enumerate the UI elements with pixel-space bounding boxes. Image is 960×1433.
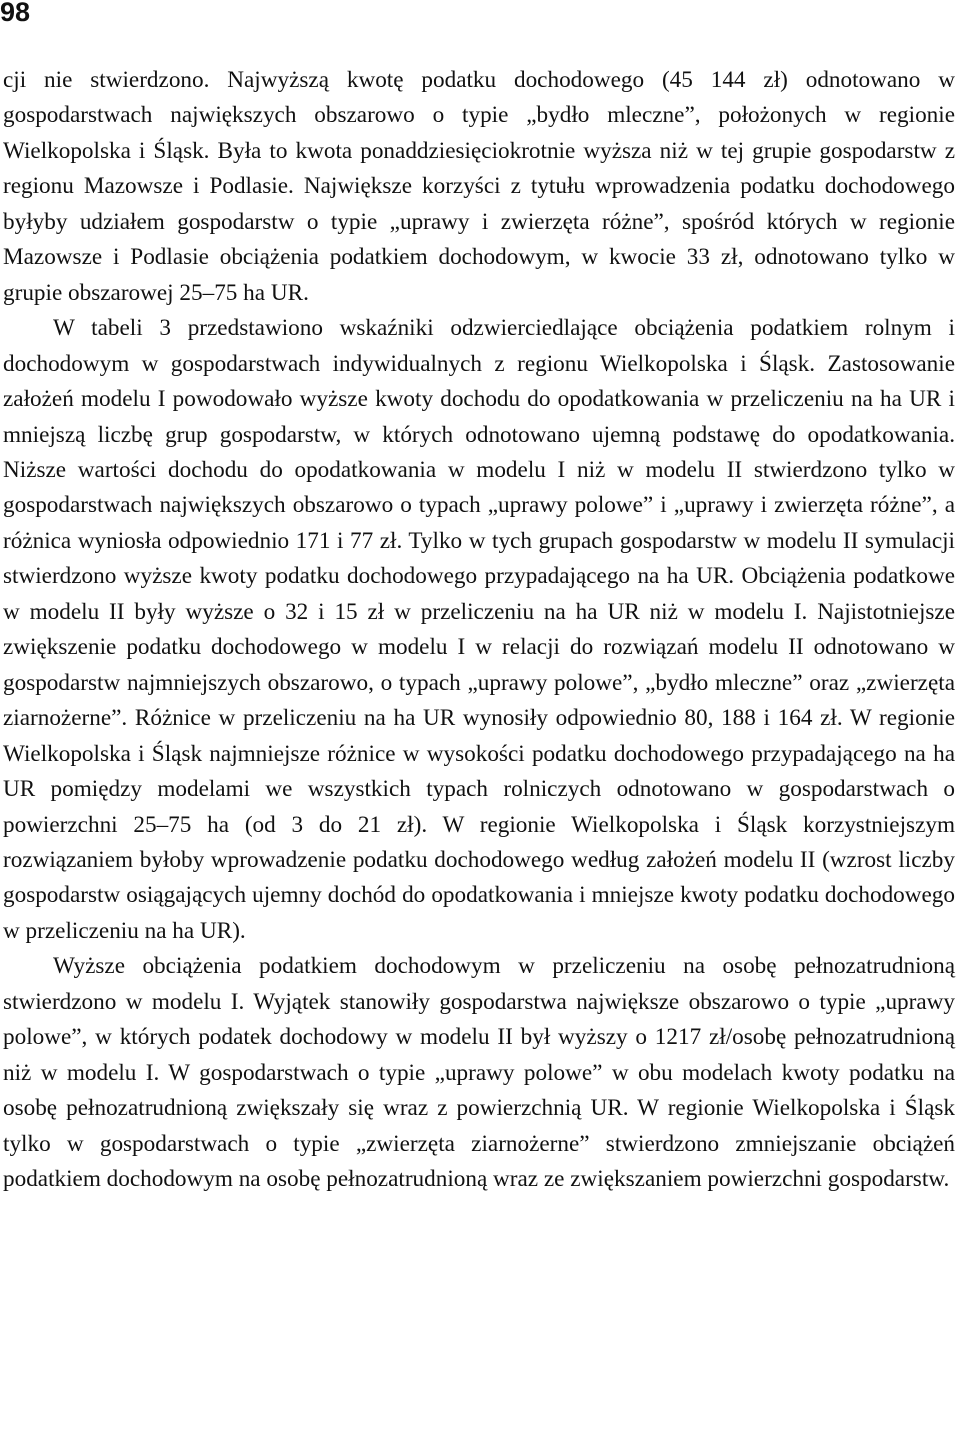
page-number: 98 (0, 0, 31, 27)
paragraph-table-3: W tabeli 3 przedstawiono wskaźniki odzwierciedlające obciążenia podatkiem rolnym i dochodowym w gospodarstwach indywidualnych z regionu Wielkopolska i Śląsk. Zastosowanie założeń modelu I powodowało wyższe kwoty dochodu do opodatkowania w przeliczeniu na ha UR i mniejszą liczbę grup gospodarstw, w których odnotowano ujemną podstawę do opodatkowania. Niższe wartości dochodu do opodatkowania w modelu I niż w modelu II stwierdzono tylko w gospodarstwach największych obszarowo o typach „uprawy polowe” i „uprawy i zwierzęta różne”, a różnica wyniosła odpowiednio 171 i 77 zł. Tylko w tych grupach gospodarstw w modelu II symulacji stwierdzono wyższe kwoty podatku dochodowego przypadającego na ha UR. Obciążenia podatkowe w modelu II były wyższe o 32 i 15 zł w przeliczeniu na ha UR niż w modelu I. Najistotniejsze zwiększenie podatku dochodowego w modelu I w relacji do rozwiązań modelu II odnotowano w gospodarstw najmniejszych obszarowo, o typach „uprawy polowe”, „bydło mleczne” oraz „zwierzęta ziarnożerne”. Różnice w przeliczeniu na ha UR wynosiły odpowiednio 80, 188 i 164 zł. W regionie Wielkopolska i Śląsk najmniejsze różnice w wysokości podatku dochodowego przypadającego na ha UR pomiędzy modelami we wszystkich typach rolniczych odnotowano w gospodarstwach o powierzchni 25–75 ha (od 3 do 21 zł). W regionie Wielkopolska i Śląsk korzystniejszym rozwiązaniem byłoby wprowadzenie podatku dochodowego według założeń modelu II (wzrost liczby gospodarstw osiągających ujemny dochód do opodatkowania i mniejsze kwoty podatku dochodowego w przeliczeniu na ha UR). (3, 315, 955, 944)
body-text (3, 63, 955, 1198)
paragraph-per-worker: Wyższe obciążenia podatkiem dochodowym w przeliczeniu na osobę pełnozatrudnioną stwierdzono w modelu I. Wyjątek stanowiły gospodarstwa największe obszarowo o typie „uprawy polowe”, w których podatek dochodowy w modelu II był wyższy o 1217 zł/osobę pełnozatrudnioną niż w modelu I. W gospodarstwach o typie „uprawy polowe” w obu modelach kwoty podatku na osobę pełnozatrudnioną zwiększały się wraz z powierzchnią UR. W regionie Wielkopolska i Śląsk tylko w gospodarstwach o typie „zwierzęta ziarnożerne” stwierdzono zmniejszanie obciążeń podatkiem dochodowym na osobę pełnozatrudnioną wraz ze zwiększaniem powierzchni gospodarstw. (3, 953, 955, 1193)
paragraph-continuation: cji nie stwierdzono. Najwyższą kwotę podatku dochodowego (45 144 zł) odnotowano w gospodarstwach największych obszarowo o typie „bydło mleczne”, położonych w regionie Wielkopolska i Śląsk. Była to kwota ponaddziesięciokrotnie wyższa niż w tej grupie gospodarstw z regionu Mazowsze i Podlasie. Największe korzyści z tytułu wprowadzenia podatku dochodowego byłyby udziałem gospodarstw o typie „uprawy i zwierzęta różne”, spośród których w regionie Mazowsze i Podlasie obciążenia podatkiem dochodowym, w kwocie 33 zł, odnotowano tylko w grupie obszarowej 25–75 ha UR. (3, 67, 955, 306)
